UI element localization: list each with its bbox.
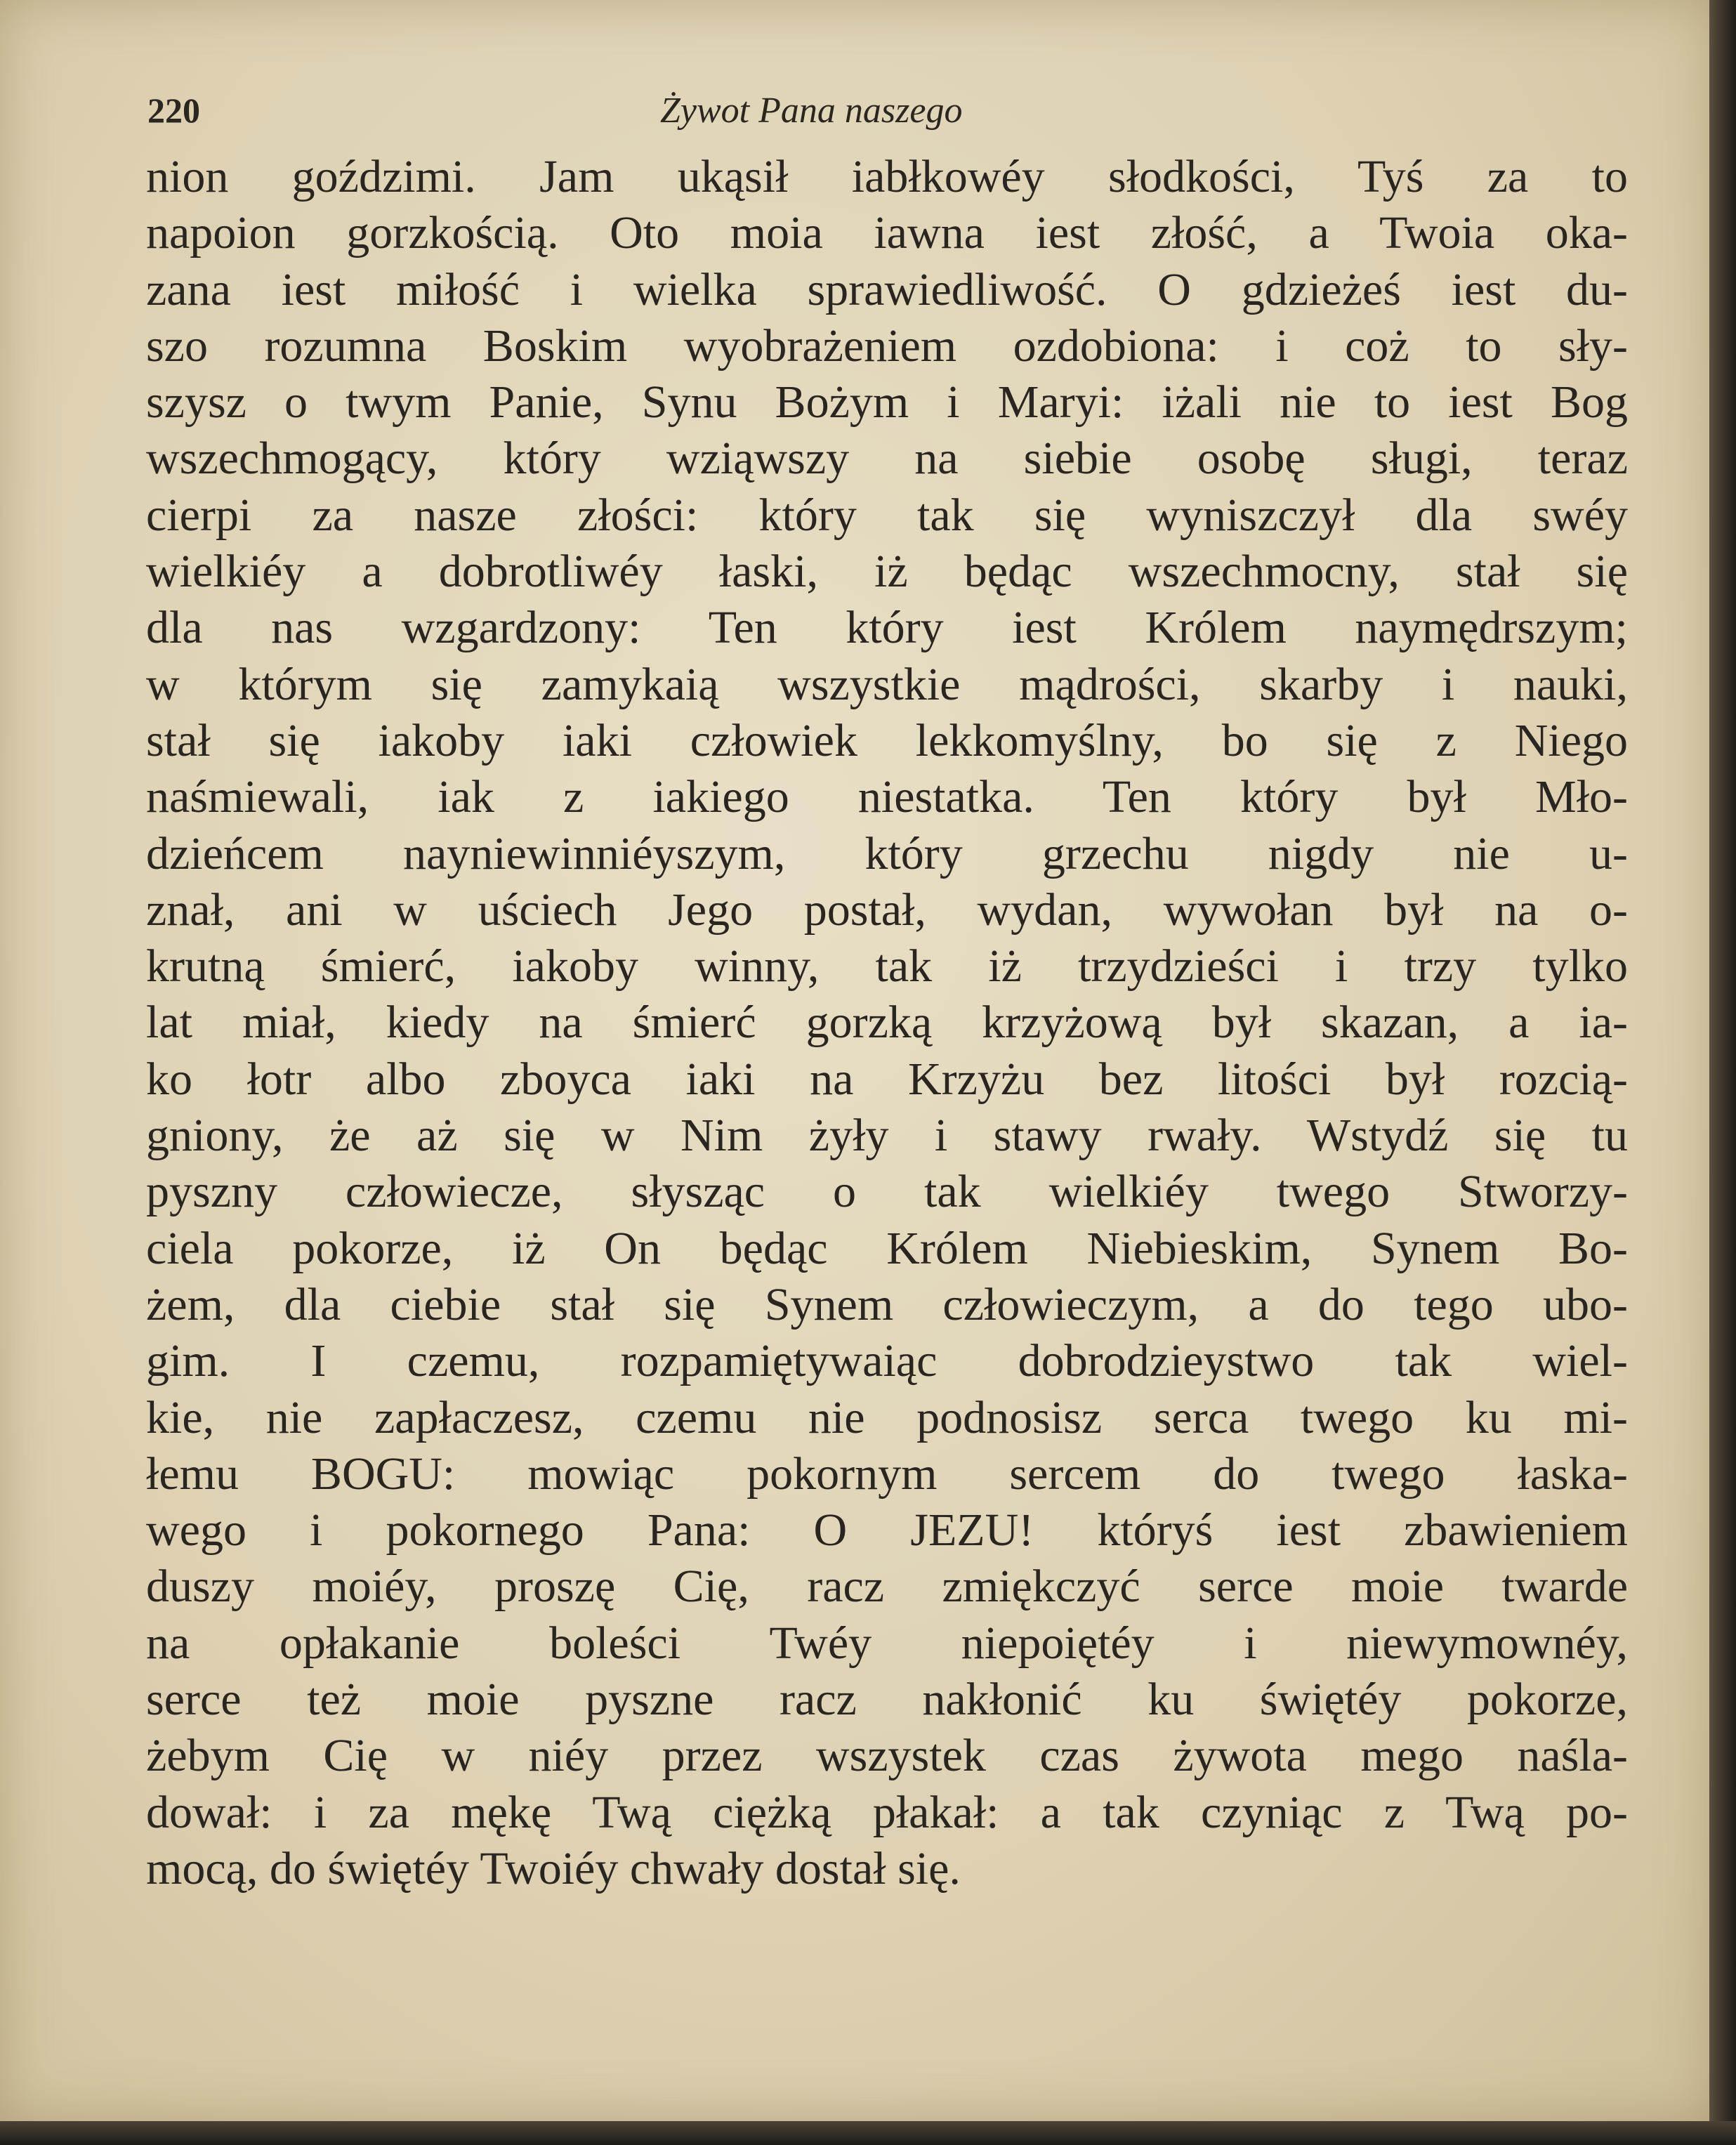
body-text (146, 149, 1628, 1897)
text-line: żem, dla ciebie stał się Synem człowieczym, a do tego ubo- (146, 1278, 1628, 1330)
text-line: łemu BOGU: mowiąc pokornym sercem do twego łaska- (146, 1448, 1628, 1500)
text-line: dla nas wzgardzony: Ten który iest Królem naymędrszym; (146, 602, 1628, 654)
text-line: ciela pokorze, iż On będąc Królem Niebieskim, Synem Bo- (146, 1222, 1628, 1274)
text-line: na opłakanie boleści Twéy niepoiętéy i niewymownéy, (146, 1617, 1628, 1669)
text-line: gniony, że aż się w Nim żyły i stawy rwały. Wstydź się tu (146, 1110, 1628, 1162)
page-number: 220 (147, 91, 200, 130)
text-line: szysz o twym Panie, Synu Bożym i Maryi: iżali nie to iest Bog (146, 376, 1628, 428)
text-line: napoion gorzkością. Oto moia iawna iest złość, a Twoia oka- (146, 207, 1628, 259)
text-line: lat miał, kiedy na śmierć gorzką krzyżową był skazan, a ia- (146, 997, 1628, 1049)
text-line: żebym Cię w niéy przez wszystek czas żywota mego naśla- (146, 1730, 1628, 1782)
text-line: szo rozumna Boskim wyobrażeniem ozdobiona: i coż to sły- (146, 320, 1628, 372)
text-line: w którym się zamykaią wszystkie mądrości, skarby i nauki, (146, 658, 1628, 710)
text-line: wszechmogący, który wziąwszy na siebie osobę sługi, teraz (146, 433, 1628, 485)
text-line: wielkiéy a dobrotliwéy łaski, iż będąc wszechmocny, stał się (146, 546, 1628, 598)
text-line: gim. I czemu, rozpamiętywaiąc dobrodzieystwo tak wiel- (146, 1335, 1628, 1387)
text-line: znał, ani w uściech Jego postał, wydan, wywołan był na o- (146, 884, 1628, 936)
text-line: pyszny człowiecze, słysząc o tak wielkiéy twego Stworzy- (146, 1166, 1628, 1218)
text-line: duszy moiéy, proszę Cię, racz zmiękczyć serce moie twarde (146, 1561, 1628, 1613)
running-head: Żywot Pana naszego (660, 91, 963, 131)
text-line: naśmiewali, iak z iakiego niestatka. Ten który był Mło- (146, 771, 1628, 823)
page-bottom-edge (0, 2121, 1736, 2145)
text-line: serce też moie pyszne racz nakłonić ku świętéy pokorze, (146, 1674, 1628, 1726)
text-line: nion goździmi. Jam ukąsił iabłkowéy słodkości, Tyś za to (146, 151, 1628, 202)
text-line: dzieńcem nayniewinniéyszym, który grzechu nigdy nie u- (146, 827, 1628, 879)
page-header (147, 90, 1622, 153)
text-line: krutną śmierć, iakoby winny, tak iż trzydzieści i trzy tylko (146, 940, 1628, 992)
book-spine-edge (1709, 0, 1736, 2145)
text-line-last: mocą, do świętéy Twoiéy chwały dostał się. (146, 1842, 961, 1894)
text-line: stał się iakoby iaki człowiek lekkomyślny, bo się z Niego (146, 714, 1628, 766)
text-line: ko łotr albo zboyca iaki na Krzyżu bez litości był rozcią- (146, 1053, 1628, 1105)
text-line: zana iest miłość i wielka sprawiedliwość. O gdzieżeś iest du- (146, 263, 1628, 315)
text-line: dował: i za mękę Twą ciężką płakał: a tak czyniąc z Twą po- (146, 1786, 1628, 1838)
text-line: wego i pokornego Pana: O JEZU! któryś iest zbawieniem (146, 1504, 1628, 1556)
text-line: cierpi za nasze złości: który tak się wyniszczył dla swéy (146, 489, 1628, 541)
text-line: kie, nie zapłaczesz, czemu nie podnosisz serca twego ku mi- (146, 1391, 1628, 1443)
